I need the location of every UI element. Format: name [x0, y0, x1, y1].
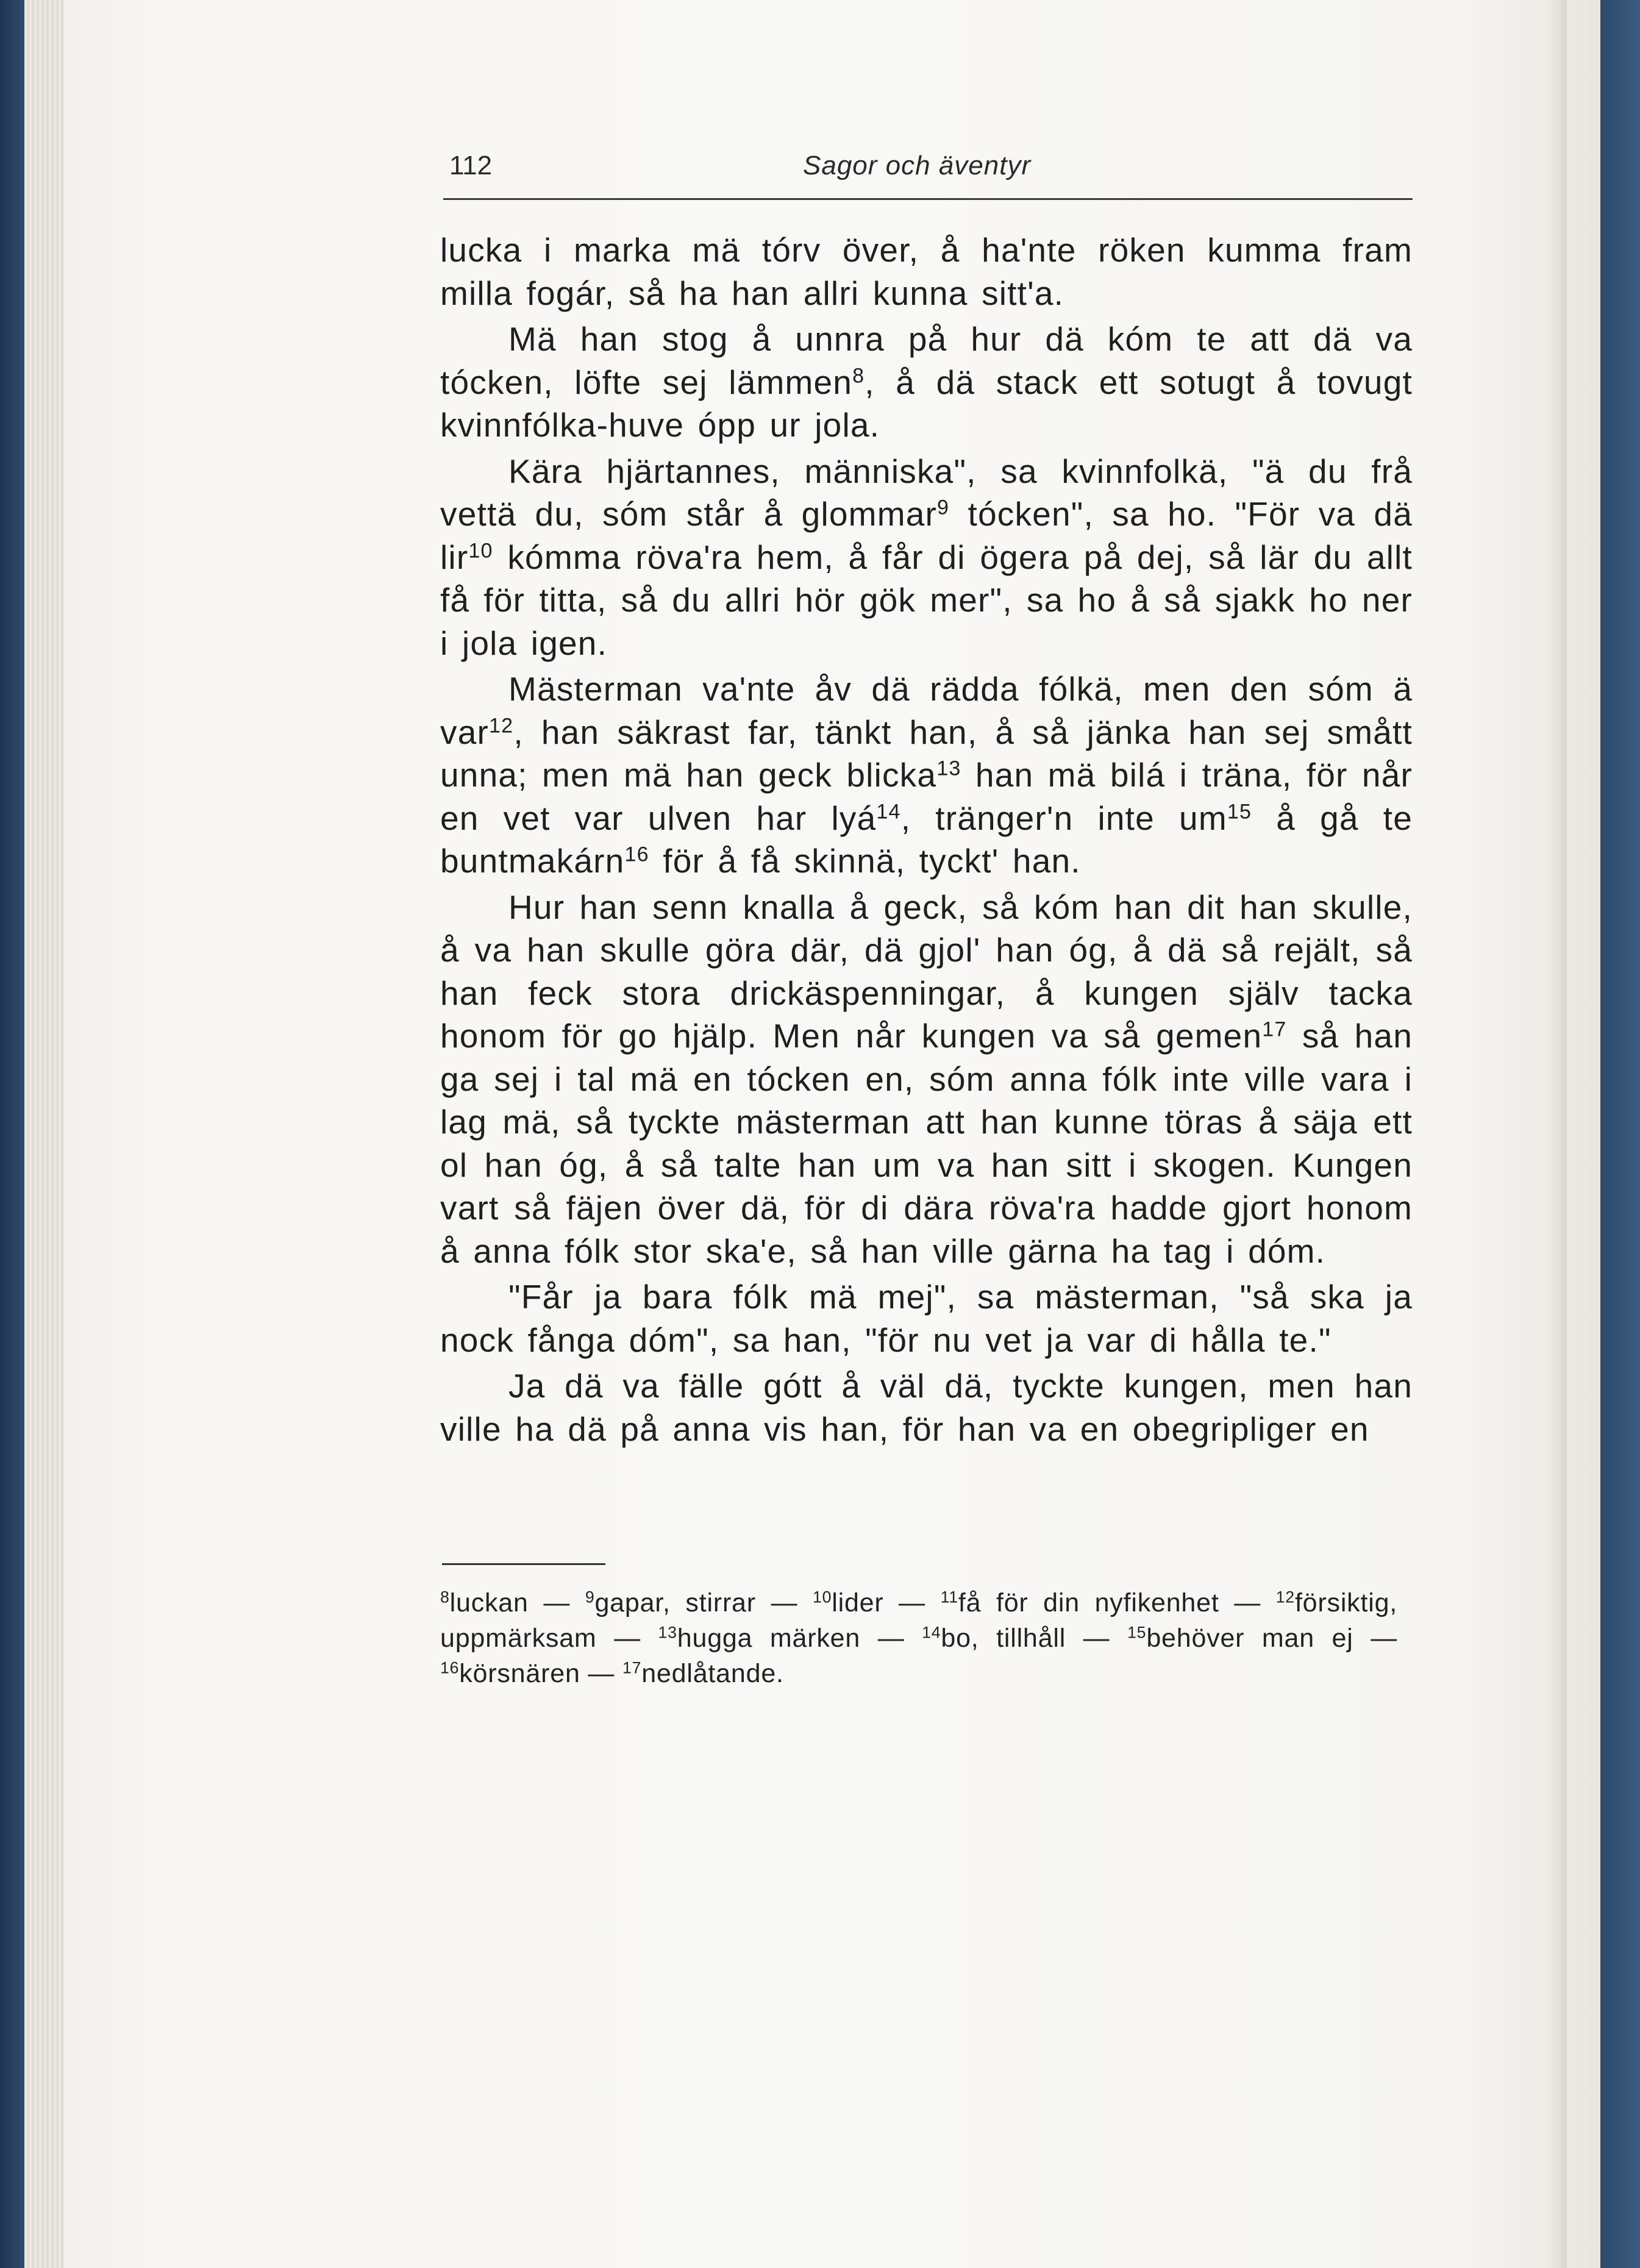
footnote-number: 11 — [940, 1588, 958, 1606]
footnote-item: $^{10}$lider — [812, 1588, 884, 1617]
footnote-number: 9 — [585, 1588, 595, 1606]
paragraph: Hur han senn knalla å geck, så kóm han dit han skulle, å va han skulle göra där, dä gjol' han óg, å dä så rejält, så han feck stora drickäspenningar, å kungen själv tacka honom för go hjälp. Men når kungen va så gemen$^{17}$ så han ga sej i tal mä en tócken en, sóm anna fólk inte ville vara i lag mä, så tyckte mästerman att han kunne töras å säja ett ol han óg, å så talte han um va han sitt i skogen. Kungen vart så fäjen över dä, för di dära röva'ra hadde gjort honom å anna fólk stor ska'e, så han ville gärna ha tag i dóm. — [440, 888, 1413, 1270]
footnote-item: $^8$luckan — [440, 1588, 529, 1617]
footnote-number: 14 — [922, 1623, 941, 1642]
footnote-marker: 9 — [937, 496, 950, 519]
footnote-marker: 10 — [468, 538, 493, 562]
footnote-item: $^{12}$försiktig, uppmärksam — [440, 1588, 1398, 1653]
page-gutter-shadow — [1549, 0, 1567, 2268]
footnotes: $^8$luckan — $^9$gapar, stirrar — $^{10}$lider — $^{11}$få för din nyfikenhet — $^{12}$försiktig, uppmärksam — $^{13}$hugga märken — $^{14}$bo, tillhåll — $^{15}$behöver man ej — $^{16}$körsnären — $^{17}$nedlåtande. — [440, 1588, 1398, 1688]
footnote-marker: 16 — [624, 843, 649, 866]
footnote-item: $^{15}$behöver man ej — [1127, 1623, 1353, 1653]
footnote-marker: 12 — [489, 713, 514, 737]
footnote-item: $^{16}$körsnären — [440, 1658, 580, 1688]
footnote-marker: 13 — [936, 757, 961, 780]
footnote-marker: 8 — [852, 363, 865, 387]
running-title: Sagor och äventyr — [803, 151, 1032, 180]
footnote-item: $^{17}$nedlåtande. — [622, 1658, 784, 1688]
footnote-number: 15 — [1127, 1623, 1147, 1642]
footnote-item: $^{14}$bo, tillhåll — [922, 1623, 1066, 1653]
book-cover-right — [1597, 0, 1640, 2268]
page-header — [443, 143, 1413, 200]
body-text — [440, 229, 1413, 1453]
footnote-number: 10 — [812, 1588, 832, 1606]
footnote-number: 8 — [440, 1588, 450, 1606]
footnote-item: $^9$gapar, stirrar — [585, 1588, 756, 1617]
footnote-item: $^{11}$få för din nyfikenhet — [940, 1588, 1219, 1617]
footnote-number: 16 — [440, 1658, 460, 1677]
footnote-number: 12 — [1275, 1588, 1295, 1606]
paragraph: Mästerman va'nte åv dä rädda fólkä, men den sóm ä var$^{12}$, han säkrast far, tänkt han, å så jänka han sej smått unna; men mä han geck blicka$^{13}$ han mä bilá i träna, för når en vet var ulven har lyá$^{14}$, tränger'n inte $um^{15}$ å gå te buntmakárn$^{16}$ för å få skinnä, tyckt' han. — [440, 670, 1413, 880]
paragraph: Mä han stog å unnra på hur dä kóm te att dä va tócken, löfte sej lämmen$^8$, å dä stack ett sotugt å tovugt kvinnfólka-huve ópp ur jola. — [440, 320, 1413, 444]
footnote-item: $^{13}$hugga märken — [658, 1623, 861, 1653]
paragraph: Kära hjärtannes, människa", sa kvinnfolkä, "ä du frå vettä du, sóm står å glommar$^9$ tócken", sa ho. "För va dä lir$^{10}$ kómma röva'ra hem, å får di ögera på dej, så lär du allt få för titta, så du allri hör gök mer", sa ho å så sjakk ho ner i jola igen. — [440, 452, 1413, 662]
footnote-marker: 14 — [876, 799, 901, 823]
footnote-marker: 17 — [1262, 1018, 1287, 1041]
paragraph: lucka i marka mä tórv över, å ha'nte röken kumma fram milla fogár, så ha han allri kunna sitt'a. — [440, 231, 1413, 312]
footnote-marker: 15 — [1227, 799, 1252, 823]
page-number: 112 — [449, 151, 493, 180]
footnote-rule — [442, 1563, 605, 1565]
paragraph: "Får ja bara fólk mä mej", sa mästerman, "så ska ja nock fånga dóm", sa han, "för nu vet ja var di hålla te." — [440, 1278, 1413, 1359]
paragraph: Ja dä va fälle gótt å väl dä, tyckte kungen, men han ville ha dä på anna vis han, för han va en obegripliger en — [440, 1367, 1413, 1448]
footnote-number: 17 — [622, 1658, 642, 1677]
footnote-number: 13 — [658, 1623, 677, 1642]
